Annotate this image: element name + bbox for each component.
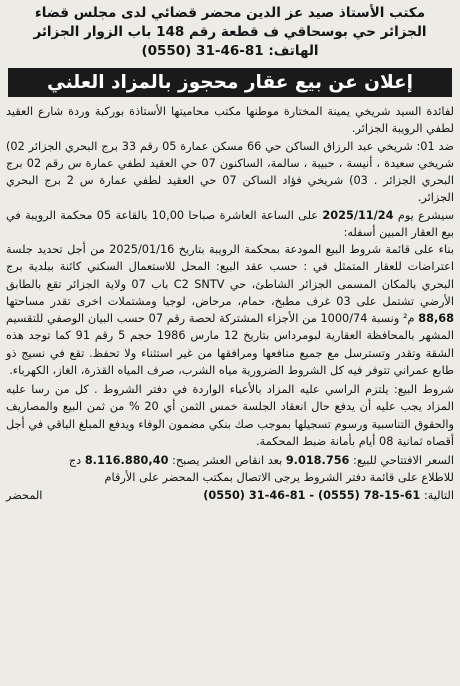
price-mid-label: بعد انقاص العشر يصبح: bbox=[172, 454, 283, 467]
property-area: 88,68 bbox=[418, 312, 455, 325]
auction-date-post: على الساعة العاشرة صباحا 10,00 بالقاعة 05 محكمة الرويبة في بيع العقار المبين أسفله: bbox=[6, 208, 454, 239]
contact-phones-group bbox=[203, 487, 454, 504]
office-phone-line bbox=[6, 42, 454, 61]
notice-title-banner: إعلان عن بيع عقار محجوز بالمزاد العلني bbox=[8, 68, 452, 97]
price-unit: دج bbox=[68, 454, 82, 467]
signer-label: المحضر bbox=[6, 488, 43, 502]
price-label: السعر الافتتاحي للبيع: bbox=[353, 454, 454, 467]
contact-phones: (0550) 31-46-81 - (0555) 78-15-61 bbox=[203, 488, 421, 502]
phone-number: (0550) 31-46-81 bbox=[141, 43, 264, 59]
auction-date: 2025/11/24 bbox=[322, 208, 394, 222]
notice-footer bbox=[6, 452, 454, 504]
notice-header bbox=[6, 4, 454, 61]
property-description bbox=[6, 241, 454, 379]
property-text-tail: م² ونسبة 1000/74 من الأجزاء المشتركة لحصة رقم 07 حسب البيان الوصفي للتقسيم المشهر بالمحافظة العقارية لبومرداس بتاريخ 12 مارس 1986 حجم 5 رقم 91 كما توجد هذه الشقة وتقدر وتسترسل مع جميع منافعها ومرافقها من غير استثناء ولا تحفظ. تقع في نسيج ذو طابع عمراني تتوفر فيه كل الشروط الضرورية مياه الشرب، صرف المياه القذرة، الغاز، الكهرباء. bbox=[6, 312, 455, 377]
office-title: مكتب الأستاذ صيد عز الدين محضر قضائي لدى مجلس قضاء bbox=[34, 5, 426, 21]
property-text: بناء على قائمة شروط البيع المودعة بمحكمة الرويبة بتاريخ 2025/01/16 من أجل تحديد جلسة اعتراضات للعقار المتمثل في : حسب عقد البيع: المحل للاستعمال السكني كائنة ببلدية برج البحري بالمكان المسمى الجزائر الشاطئ، حي C2 SNTV باب 07 ولاية الجزائر تقع بالطابق الأرضي تشتمل على 03 غرف مطبخ، حمام، مرحاض، لوجيا ومشتملات اخرى تقدر مساحتها bbox=[6, 243, 454, 308]
auction-date-paragraph bbox=[6, 207, 454, 242]
info-line: للاطلاع على قائمة دفتر الشروط يرجى الاتصال بمكتب المحضر على الأرقام bbox=[104, 471, 454, 485]
price-line bbox=[6, 452, 454, 469]
defendants-paragraph: ضد 01: شريخي عبد الرزاق الساكن حي 66 مسكن عمارة 05 رقم 33 برج البحري الجزائر 02) شريخي سعيدة ، أنيسة ، حبيبة ، سالمة، الساكنون 07 حي العقيد لطفي عمارة س رقم 02 برج البحري الجزائر . 03) شريخي فؤاد الساكن 07 حي العقيد لطفي عمارة س 2 برج البحري الجزائر. bbox=[6, 139, 455, 205]
opening-price: 9.018.756 bbox=[285, 454, 350, 467]
reduced-price: 8.116.880,40 bbox=[84, 454, 169, 467]
office-address: الجزائر حي بوسحاقي ف قطعة رقم 148 باب الزوار الجزائر bbox=[33, 24, 427, 40]
notice-body bbox=[6, 103, 454, 450]
auction-date-pre: سيشرع يوم bbox=[397, 208, 455, 222]
phone-label: الهاتف: bbox=[268, 43, 319, 59]
beneficiary-paragraph: لفائدة السيد شريخي يمينة المختارة موطنها مكتب محاميتها الأستاذة بوركبة وردة شارع العقيد لطفي الرويبة الجزائر. bbox=[6, 105, 454, 136]
sale-conditions: شروط البيع: يلتزم الراسي عليه المزاد بالأعباء الواردة في دفتر الشروط . كل من رسا عليه المزاد يجب عليه أن يدفع حال انعقاد الجلسة خمس الثمن أي 20 % من ثمن البيع والمصاريف والحقوق التناسبية ورسوم تسجيلها بموجب صك بنكي مضمون الوفاء ويدفع المبلغ الباقي في أجل أقصاه ثمانية 08 أيام بأمانة ضبط المحكمة. bbox=[6, 383, 455, 448]
contact-label: التالية: bbox=[423, 488, 454, 502]
contact-row bbox=[6, 487, 454, 504]
